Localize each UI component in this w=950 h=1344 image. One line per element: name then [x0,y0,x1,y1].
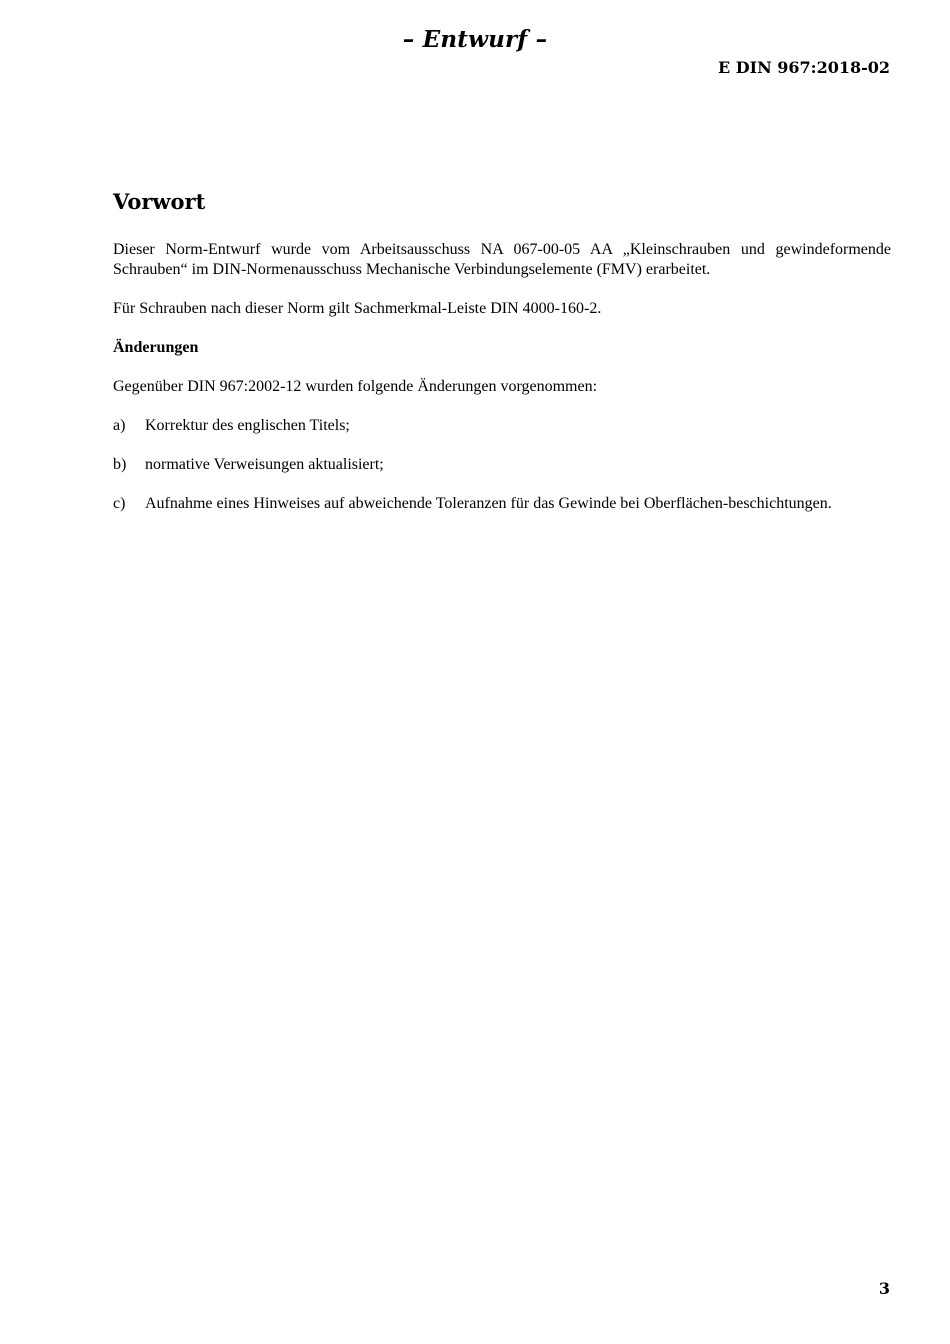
changes-heading: Änderungen [113,339,199,356]
list-item [113,455,891,475]
paragraph-characteristic-list: Für Schrauben nach dieser Norm gilt Sachmerkmal-Leiste DIN 4000-160-2. [113,300,602,317]
list-marker: b) [113,456,127,473]
changes-list [113,416,891,514]
foreword-section [113,188,891,533]
list-item-text: normative Verweisungen aktualisiert; [145,456,384,473]
paragraph-committee: Dieser Norm-Entwurf wurde vom Arbeitsausschuss NA 067-00-05 AA „Kleinschrauben und gewindeformende Schrauben“ im DIN-Normenausschuss Mechanische Verbindungselemente (FMV) erarbeitet. [113,241,891,278]
section-title: Vorwort [113,189,206,214]
list-marker: c) [113,495,126,512]
draft-watermark-label: – Entwurf – [402,26,548,53]
list-item-text: Korrektur des englischen Titels; [145,417,350,434]
page-number: 3 [878,1279,890,1298]
document-number: E DIN 967:2018-02 [717,58,890,77]
paragraph-changes-intro: Gegenüber DIN 967:2002-12 wurden folgende Änderungen vorgenommen: [113,378,598,395]
list-item [113,494,891,514]
list-marker: a) [113,417,126,434]
list-item [113,416,891,436]
list-item-text: Aufnahme eines Hinweises auf abweichende Toleranzen für das Gewinde bei Oberflächen-beschichtungen. [145,495,832,512]
